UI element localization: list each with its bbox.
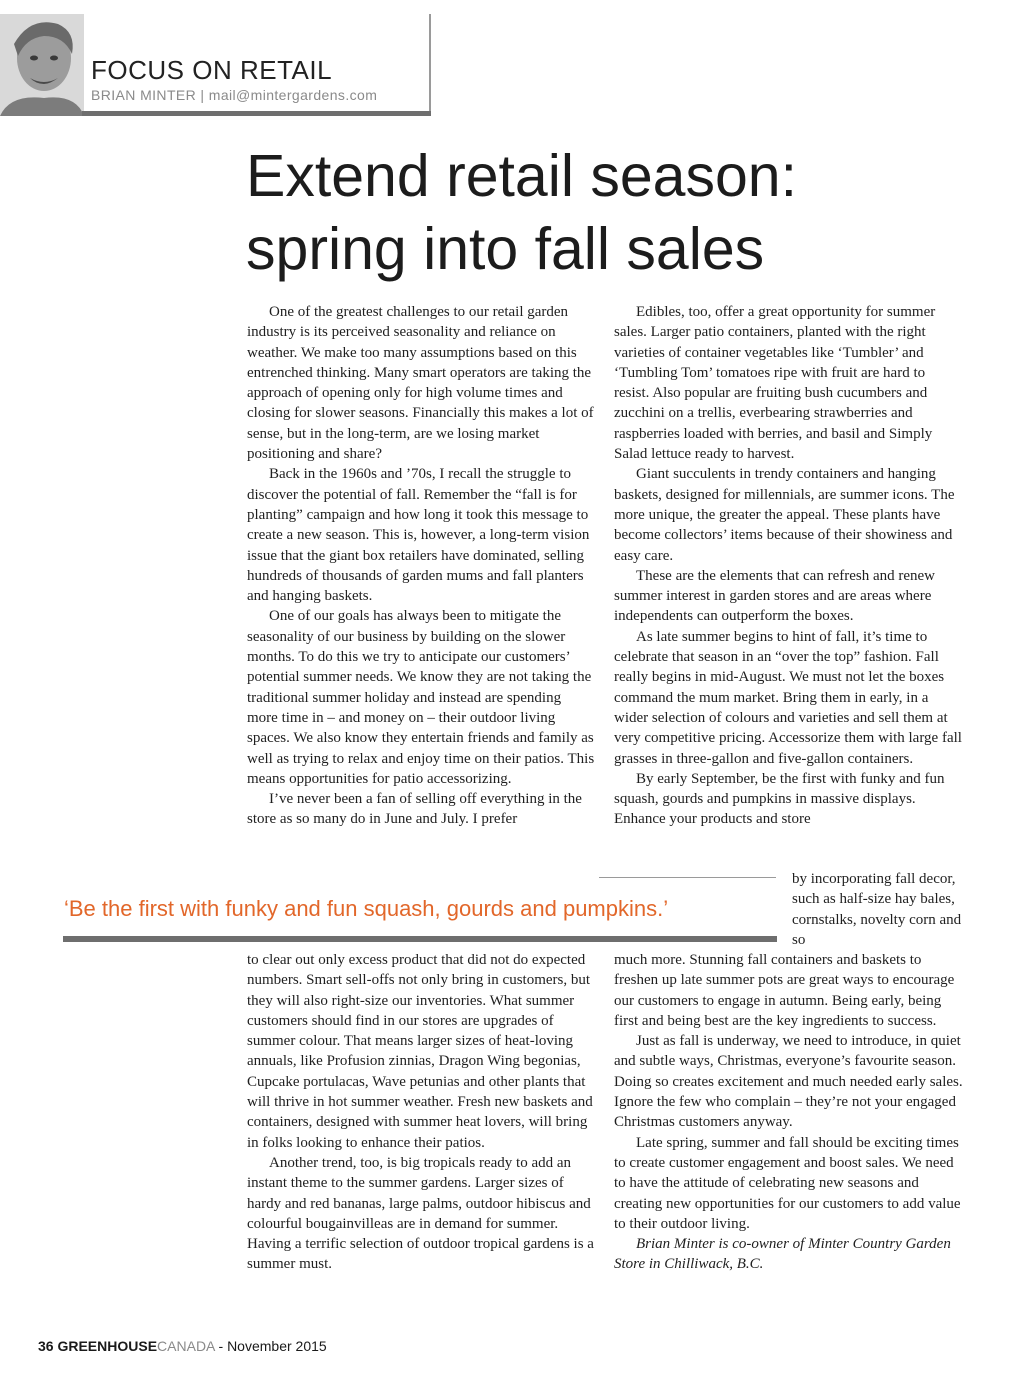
column-2-top: [614, 302, 964, 830]
paragraph: to clear out only excess product that did not do expected numbers. Smart sell-offs not only bring in customers, but they will also right-size our inventories. What summer customers should find in our stores are upgrades of summer colour. That means larger sizes of heat-loving annuals, like Profusion zinnias, Dragon Wing begonias, Cupcake portulacas, Wave petunias and other plants that will thrive in hot summer weather. Fresh new baskets and containers, designed with summer heat lovers, will bring in folks looking to enhance their patios.: [247, 952, 593, 1151]
paragraph: much more. Stunning fall containers and baskets to freshen up late summer pots are great ways to encourage our customers to engage in autumn. Being early, being first and being best are the key ingredients to success.: [614, 952, 955, 1029]
magazine-name-light: CANADA: [157, 1338, 215, 1354]
issue-date: - November 2015: [218, 1338, 327, 1354]
headline-line-1: Extend retail season:: [246, 143, 797, 209]
pull-quote: ‘Be the first with funky and fun squash, gourds and pumpkins.’: [64, 896, 669, 921]
paragraph: One of our goals has always been to mitigate the seasonality of our business by building on the slower months. To do this we try to anticipate our customers’ potential summer needs. We know they are not taking the traditional summer holiday and instead are spending more time in – and money on – their outdoor living spaces. We also know they entertain friends and family as well as trying to relax and enjoy time on their patios. This means opportunities for patio accessorizing.: [247, 608, 595, 787]
section-label: FOCUS ON RETAIL: [91, 55, 333, 85]
author-byline: BRIAN MINTER | mail@mintergardens.com: [91, 87, 378, 103]
magazine-name-bold: GREENHOUSE: [57, 1338, 158, 1354]
paragraph: Late spring, summer and fall should be exciting times to create customer engagement and boost sales. We need to have the attitude of celebrating new seasons and creating new opportunities for our customers to add value to their outdoor living.: [614, 1134, 961, 1232]
headline-line-2: spring into fall sales: [246, 216, 765, 282]
paragraph: Back in the 1960s and ’70s, I recall the struggle to discover the potential of fall. Remember the “fall is for planting” campaign and how long it took this message to create a new season. This is, however, a long-term vision issue that the giant box retailers have dominated, selling hundreds of thousands of garden mums and fall planters and hanging baskets.: [247, 466, 590, 605]
paragraph: Another trend, too, is big tropicals ready to add an instant theme to the summer gardens. Larger sizes of hardy and red bananas, large palms, outdoor hibiscus and colourful bougainvilleas are in demand for summer. Having a terrific selection of outdoor tropical gardens is a summer must.: [247, 1154, 594, 1273]
paragraph: As late summer begins to hint of fall, it’s time to celebrate that season in an “over the top” fashion. Fall really begins in mid-August. We must not let the boxes command the mum market. Bring them in early, in a wider selection of colours and varieties and sell them at very competitive pricing. Accessorize them with large fall grasses in three-gallon and five-gallon containers.: [614, 628, 962, 767]
article-headline: [246, 140, 946, 286]
author-credit: Brian Minter is co-owner of Minter Country Garden Store in Chilliwack, B.C.: [614, 1236, 951, 1273]
pull-quote-rule: [599, 877, 776, 878]
paragraph: One of the greatest challenges to our retail garden industry is its perceived seasonality and reliance on weather. We make too many assumptions based on this entrenched thinking. Many smart operators are taking the approach of opening only for high volume times and closing for slower seasons. Financially this makes a lot of sense, but in the long-term, are we losing market positioning and share?: [247, 304, 594, 463]
column-2-wrap-text: by incorporating fall decor, such as half-size hay bales, cornstalks, novelty corn and so: [792, 871, 962, 948]
header-underline: [82, 111, 431, 116]
pull-quote-bar: [63, 936, 777, 942]
paragraph: By early September, be the first with funky and fun squash, gourds and pumpkins in massive displays. Enhance your products and store: [614, 770, 945, 828]
paragraph: Edibles, too, offer a great opportunity for summer sales. Larger patio containers, planted with the right varieties of container vegetables like ‘Tumbler’ and ‘Tumbling Tom’ tomatoes ripe with fruit are hard to resist. Also popular are fruiting bush cucumbers and zucchini on a trellis, everbearing strawberries and raspberries loaded with berries, and basil and Simply Salad lettuce ready to harvest.: [614, 304, 936, 463]
column-1-bottom: [247, 950, 595, 1275]
column-2-bottom: [614, 950, 964, 1275]
author-photo: [0, 14, 84, 116]
page-footer: [38, 1339, 327, 1353]
page-number: 36: [38, 1338, 54, 1354]
header-divider: [429, 14, 431, 116]
paragraph: Just as fall is underway, we need to introduce, in quiet and subtle ways, Christmas, everyone’s favourite season. Doing so creates excitement and much needed early sales. Ignore the few who complain – they’re not your engaged Christmas customers anyway.: [614, 1033, 963, 1131]
paragraph: These are the elements that can refresh and renew summer interest in garden stores and are areas where independents can outperform the boxes.: [614, 567, 936, 625]
paragraph: I’ve never been a fan of selling off everything in the store as so many do in June and July. I prefer: [247, 791, 582, 828]
column-1-top: [247, 302, 595, 830]
paragraph: Giant succulents in trendy containers and hanging baskets, designed for millennials, are summer icons. The more unique, the greater the appeal. These plants have become collectors’ items because of their showiness and easy care.: [614, 466, 955, 564]
